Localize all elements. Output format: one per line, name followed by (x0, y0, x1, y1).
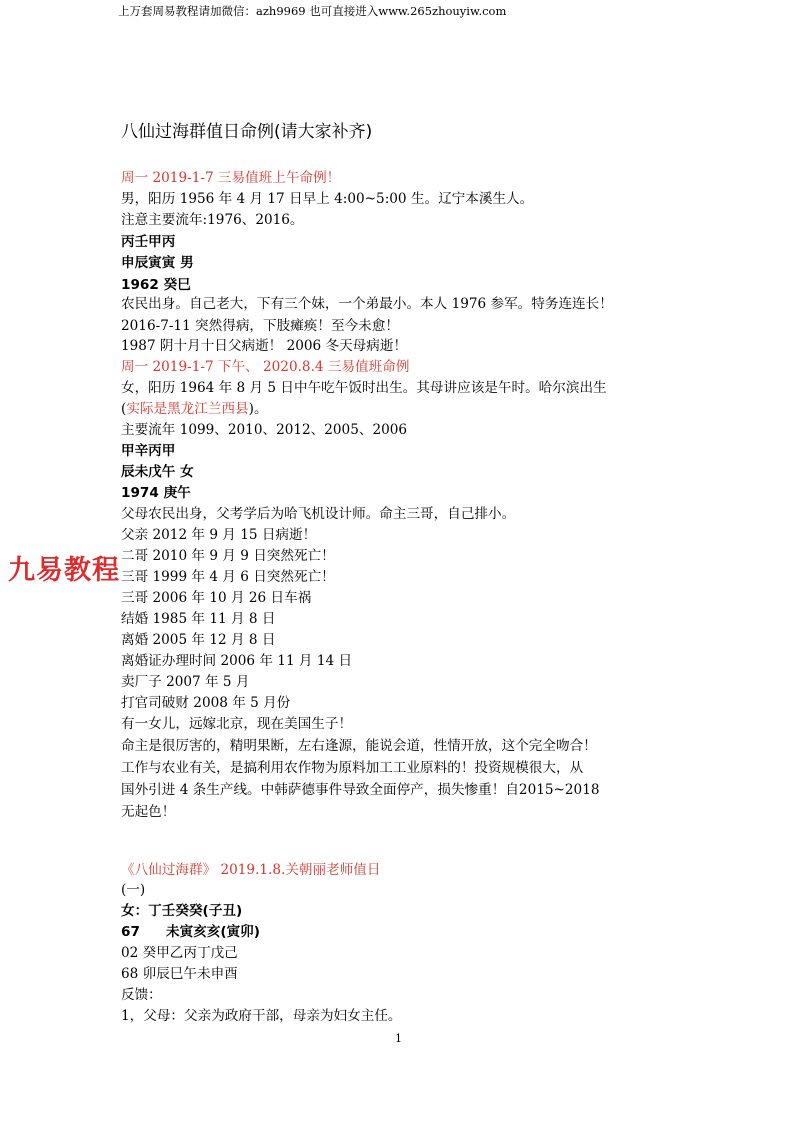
case3-luck: 02 癸甲乙丙丁戊己 (121, 945, 238, 961)
document-title: 八仙过海群值日命例(请大家补齐) (121, 122, 373, 142)
case3-feedback-label: 反馈： (121, 987, 162, 1003)
case1-note: 1987 阴十月十日父病逝！ 2006 冬天母病逝！ (121, 338, 408, 354)
case2-note: 打官司破财 2008 年 5 月份 (121, 695, 291, 711)
case2-intro: 女，阳历 1964 年 8 月 5 日中午吃午饭时出生。其母讲应该是午时。哈尔滨出生 (121, 380, 607, 396)
case2-year: 1974 庚午 (121, 485, 191, 501)
case1-note: 2016-7-11 突然得病，下肢瘫痪！至今未愈！ (121, 318, 399, 334)
case2-focus: 主要流年 1099、2010、2012、2005、2006 (121, 422, 408, 438)
case2-note: 国外引进 4 条生产线。中韩萨德事件导致全面停产，损失惨重！自2015~2018 (121, 782, 600, 798)
watermark: 九易教程 (8, 555, 120, 586)
case1-year: 1962 癸巳 (121, 277, 191, 293)
case2-heading: 周一 2019-1-7 下午、 2020.8.4 三易值班命例 (121, 359, 410, 375)
case3-heading: 《八仙过海群》 2019.1.8.关朝丽老师值日 (121, 862, 381, 878)
case2-note: 有一女儿，远嫁北京，现在美国生子！ (121, 716, 353, 732)
case1-intro: 男，阳历 1956 年 4 月 17 日早上 4:00~5:00 生。辽宁本溪生人。 (121, 191, 534, 207)
page-number: 1 (395, 1032, 402, 1045)
case2-note: 三哥 2006 年 10 月 26 日车祸 (121, 590, 312, 606)
case2-note: 三哥 1999 年 4 月 6 日突然死亡！ (121, 569, 335, 585)
case2-note: 无起色！ (121, 804, 176, 820)
case2-note: 工作与农业有关，是搞利用农作物为原料加工工业原料的！投资规模很大，从 (121, 760, 584, 776)
case2-note: 命主是很厉害的，精明果断，左右逢源，能说会道，性情开放，这个完全吻合！ (121, 738, 597, 754)
case1-pillars-top: 丙壬甲丙 (121, 234, 176, 250)
case1-note: 农民出身。自己老大，下有三个妹，一个弟最小。本人 1976 参军。特务连连长！ (121, 296, 613, 312)
case1-pillars-bottom: 申辰寅寅 男 (121, 255, 194, 271)
case2-note: 卖厂子 2007 年 5 月 (121, 674, 250, 690)
case2-note: 父亲 2012 年 9 月 15 日病逝！ (121, 527, 317, 543)
case3-part: (一) (121, 882, 146, 898)
case2-note: 离婚证办理时间 2006 年 11 月 14 日 (121, 653, 353, 669)
case3-feedback: 1，父母：父亲为政府干部，母亲为妇女主任。 (121, 1008, 402, 1024)
case3-pillars: 未寅亥亥(寅卯) (166, 924, 260, 940)
case3-gender-pillars: 女：丁壬癸癸(子丑) (121, 903, 243, 919)
case2-note: 二哥 2010 年 9 月 9 日突然死亡！ (121, 548, 335, 564)
case1-heading: 周一 2019-1-7 三易值班上午命例！ (121, 170, 341, 186)
case2-actual-place: 实际是黑龙江兰西县 (126, 401, 249, 417)
case3-age: 67 (121, 924, 140, 940)
case2-note: 结婚 1985 年 11 月 8 日 (121, 611, 276, 627)
page-header-ad: 上万套周易教程请加微信：azh9969 也可直接进入www.265zhouyiw.com (118, 4, 507, 18)
case2-birthplace (121, 403, 268, 417)
case1-focus: 注意主要流年:1976、2016。 (121, 212, 304, 228)
case2-pillars-top: 甲辛丙甲 (121, 443, 176, 459)
paren-close: )。 (248, 401, 268, 417)
case2-pillars-bottom: 辰未戊午 女 (121, 464, 194, 480)
case3-luck: 68 卯辰巳午未申酉 (121, 966, 238, 982)
case2-note: 离婚 2005 年 12 月 8 日 (121, 632, 276, 648)
paren-open: ( (121, 401, 127, 417)
case3-pillars-row (121, 926, 260, 940)
case2-note: 父母农民出身，父考学后为哈飞机设计师。命主三哥，自己排小。 (121, 506, 516, 522)
